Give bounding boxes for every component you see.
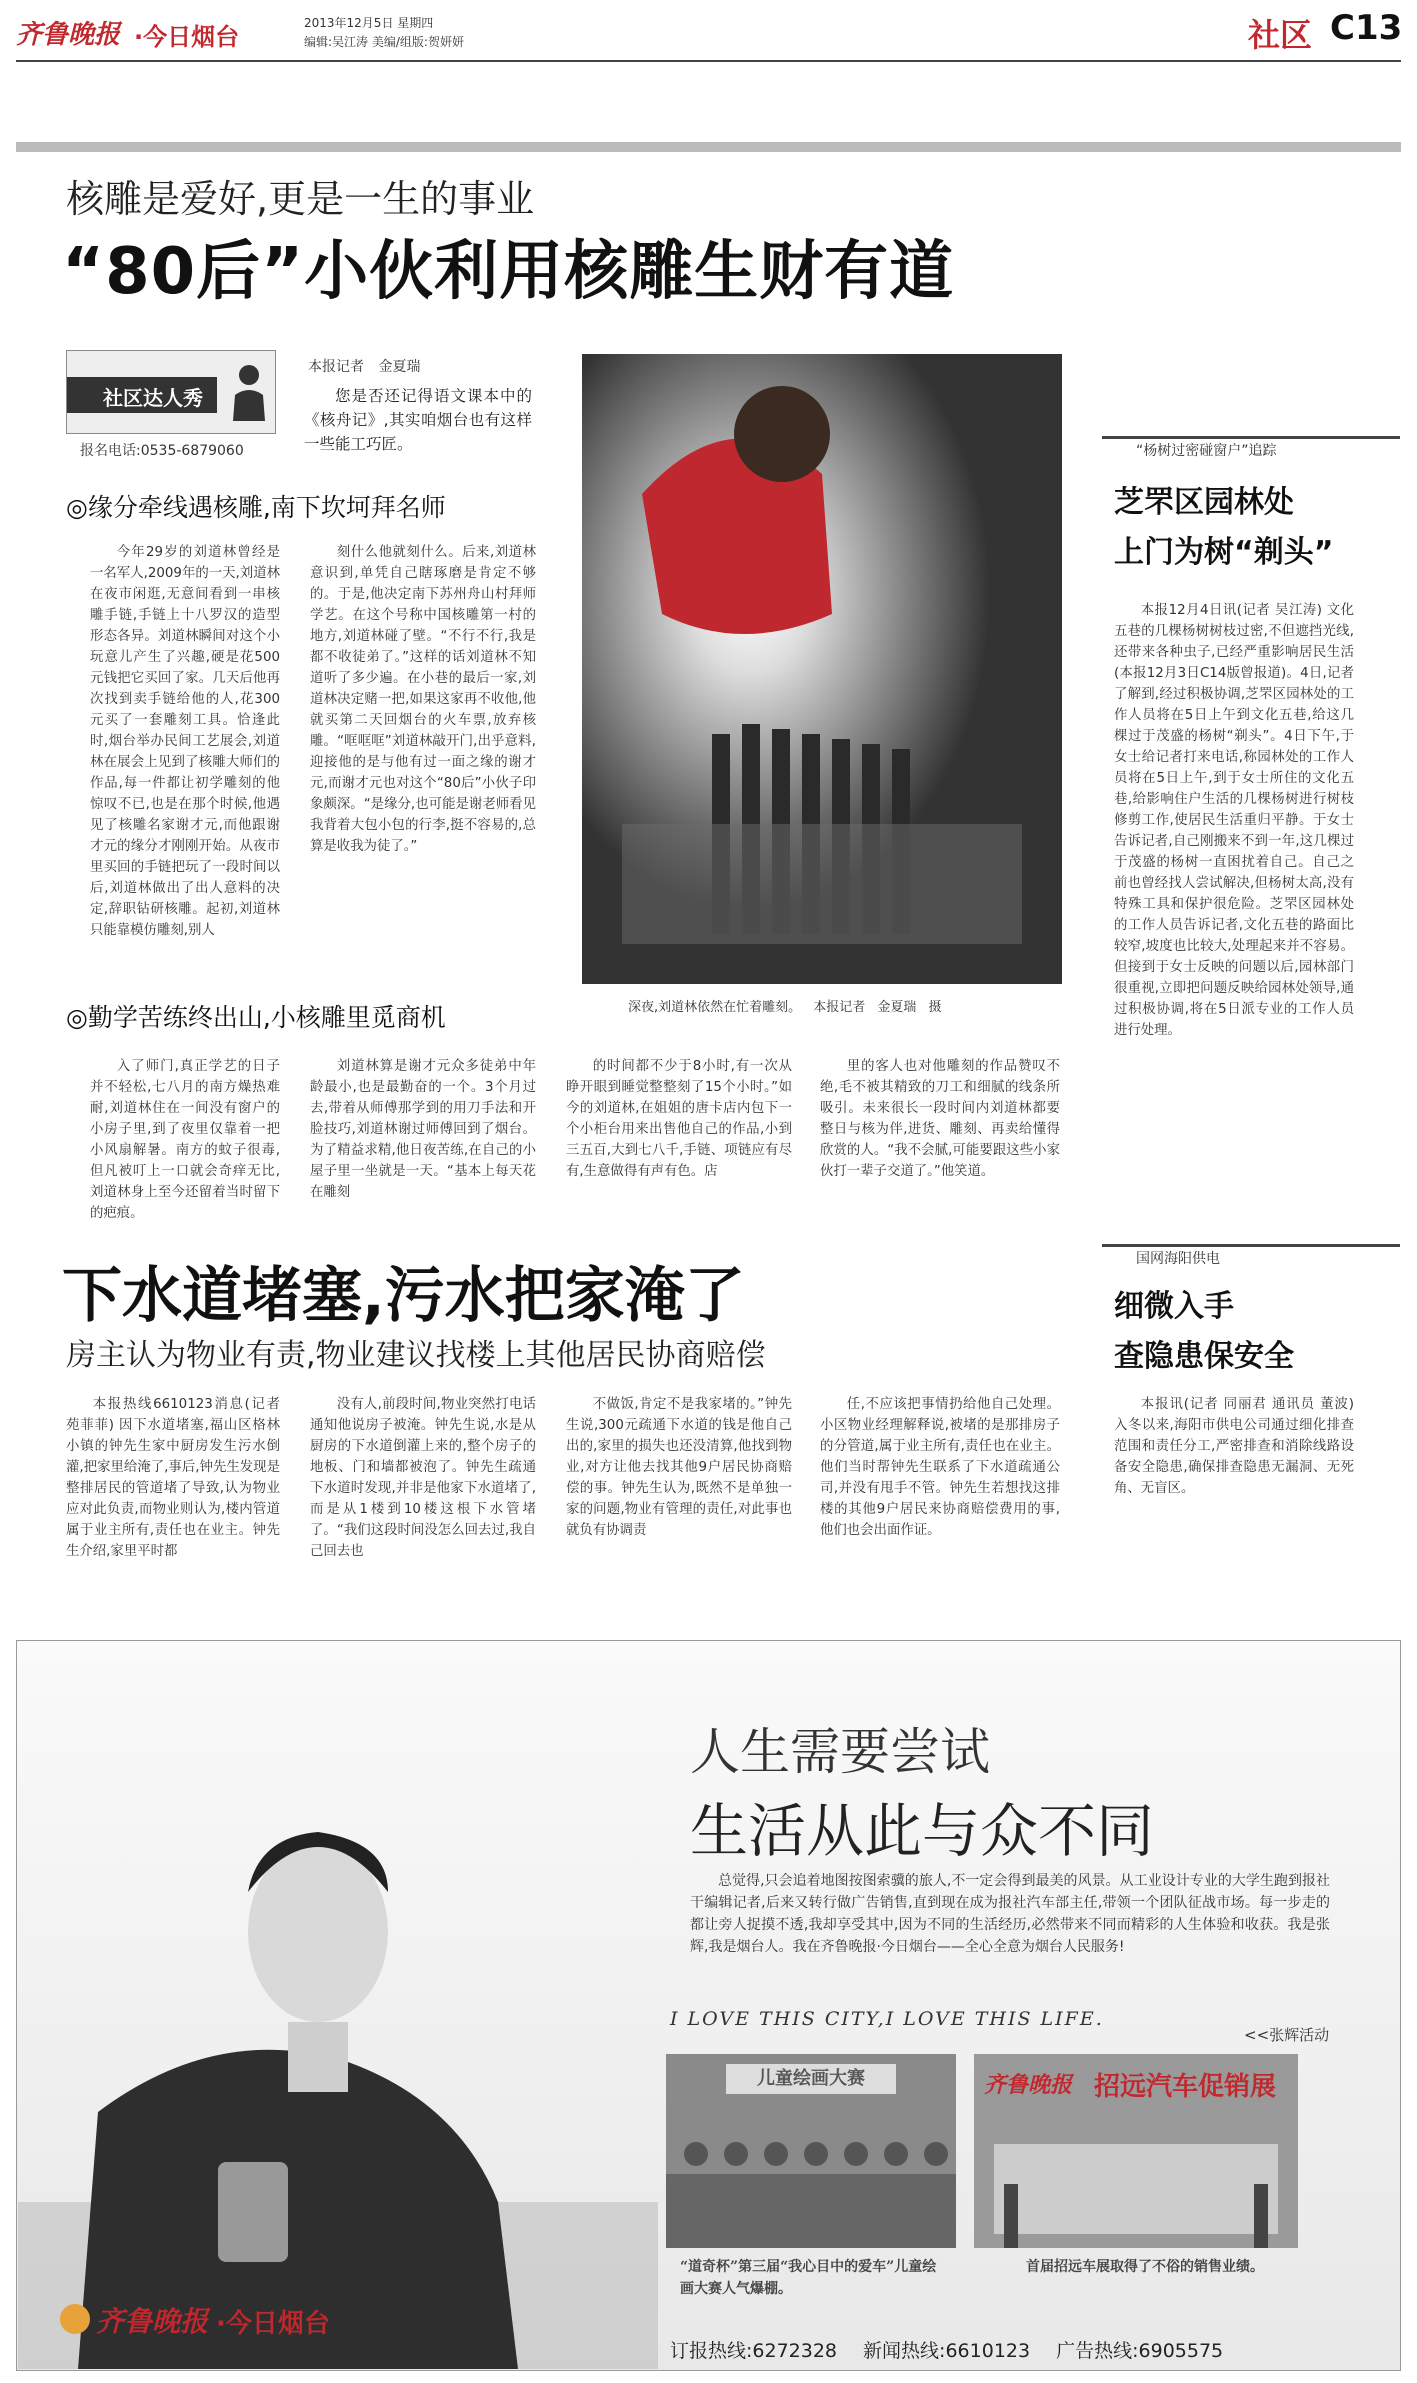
section2-col4: 里的客人也对他雕刻的作品赞叹不绝,毛不被其精致的刀工和细腻的线条所吸引。未来很长一段时间内刘道林都要整日与核为伴,进货、雕刻、再卖给懂得欣赏的人。“我不会腻,可能要跟这些小家伙打一辈子交道了。”他笑道。	[820, 1059, 1060, 1179]
page-number: C13	[1330, 8, 1403, 48]
ad-body: 总觉得,只会追着地图按图索骥的旅人,不一定会得到最美的风景。从工业设计专业的大学生跑到报社干编辑记者,后来又转行做广告销售,直到现在成为报社汽车部主任,带领一个团队征战市场。每一步走的都让旁人捉摸不透,我却享受其中,因为不同的生活经历,必然带来不同而精彩的人生体验和收获。我是张辉,我是烟台人。我在齐鲁晚报·今日烟台——全心全意为烟台人民服务!	[690, 1873, 1330, 1955]
lead-paragraph: 您是否还记得语文课本中的《核舟记》,其实咱烟台也有这样一些能工巧匠。	[304, 387, 532, 453]
section1-col1: 今年29岁的刘道林曾经是一名军人,2009年的一天,刘道林在夜市闲逛,无意间看到一串核雕手链,手链上十八罗汉的造型形态各异。刘道林瞬间对这个小玩意儿产生了兴趣,硬是花500元钱把它买回了家。几天后他再次找到卖手链给他的人,花300元买了一套雕刻工具。恰逢此时,烟台举办民间工艺展会,刘道林在展会上见到了核雕大师们的作品,每一件都让初学雕刻的他惊叹不已,也是在那个时候,他遇见了核雕名家谢才元,而他跟谢才元的缘分才刚刚开始。从夜市里买回的手链把玩了一段时间以后,刘道林做出了出人意料的决定,辞职钻研核雕。起初,刘道林只能靠模仿雕刻,别人	[90, 545, 280, 938]
side1-title-1: 芝罘区园林处	[1114, 485, 1294, 520]
sewer-subheadline: 房主认为物业有责,物业建议找楼上其他居民协商赔偿	[66, 1338, 766, 1373]
ad-title-1: 人生需要尝试	[690, 1723, 990, 1781]
side1-tag: “杨树过密碰窗户”追踪	[1136, 443, 1277, 459]
ad-photo-2-banner-logo: 齐鲁晚报	[984, 2072, 1073, 2098]
ad-logo: 齐鲁晚报	[96, 2305, 209, 2338]
side1-body: 本报12月4日讯(记者 吴江涛) 文化五巷的几棵杨树树枝过密,不但遮挡光线,还带来各种虫子,已经严重影响居民生活(本报12月3日C14版曾报道)。4日,记者了解到,经过积极协调,芝罘区园林处的工作人员将在5日上午到文化五巷,给这几棵过于茂盛的杨树“剃头”。4日下午,于女士给记者打来电话,称园林处的工作人员将在5日上午,到于女士所住的文化五巷,给影响住户生活的几棵杨树进行树枝修剪工作,使居民生活重归平静。于女士告诉记者,自己刚搬来不到一年,这几棵过于茂盛的杨树一直困扰着自己。自己之前也曾经找人尝试解决,但杨树太高,没有特殊工具和保护很危险。芝罘区园林处的工作人员告诉记者,文化五巷的路面比较窄,坡度也比较大,处理起来并不容易。但接到于女士反映的问题以后,园林部门很重视,立即把问题反映给园林处领导,通过积极协调,将在5日派专业的工作人员进行处理。	[1114, 603, 1354, 1038]
side2-title-2: 查隐患保安全	[1114, 1339, 1294, 1374]
ad-slogan: I LOVE THIS CITY,I LOVE THIS LIFE.	[670, 2008, 1104, 2030]
section-name: 社区	[1248, 16, 1313, 54]
side1-rule	[1102, 436, 1400, 439]
carving-photo	[582, 354, 1062, 984]
sewer-headline: 下水道堵塞,污水把家淹了	[62, 1261, 745, 1331]
side2-rule	[1102, 1244, 1400, 1247]
column-tag-box	[66, 350, 276, 434]
side1-title-2: 上门为树“剃头”	[1114, 535, 1334, 570]
ad-photo-2	[974, 2054, 1298, 2248]
person-silhouette-icon	[231, 361, 267, 421]
masthead-editors: 编辑:吴江涛 美编/组版:贺妍妍	[304, 35, 464, 49]
section2-col3: 的时间都不少于8小时,有一次从睁开眼到睡觉整整刻了15个小时。”如今的刘道林,在姐姐的唐卡店内包下一个小柜台用来出售他自己的作品,小到三五百,大到七八千,手链、项链应有尽有,生意做得有声有色。店	[566, 1059, 792, 1179]
main-headline: “80后”小伙利用核雕生财有道	[62, 235, 955, 309]
sewer-col3: 不做饭,肯定不是我家堵的。”钟先生说,300元疏通下水道的钱是他自己出的,家里的损失也还没清算,他找到物业,对方让他去找其他9户居民协商赔偿的事。钟先生认为,既然不是单独一家的问题,物业有管理的责任,对此事也就负有协调责	[566, 1397, 792, 1538]
section2-col1: 入了师门,真正学艺的日子并不轻松,七八月的南方燥热难耐,刘道林住在一间没有窗户的小房子里,到了夜里仅靠着一把小风扇解暑。南方的蚊子很毒,但凡被叮上一口就会奇痒无比,刘道林身上至今还留着当时留下的疤痕。	[90, 1059, 280, 1221]
ad-photo-1-caption: “道奇杯”第三届“我心目中的爱车”儿童绘画大赛人气爆棚。	[680, 2259, 937, 2297]
ad-title-2: 生活从此与众不同	[690, 1797, 1155, 1865]
ad-photo-1-banner: 儿童绘画大赛	[726, 2064, 896, 2094]
masthead-rule	[16, 60, 1401, 62]
column-tag-label: 社区达人秀	[103, 386, 203, 410]
sewer-col1: 本报热线6610123消息(记者 苑菲菲) 因下水道堵塞,福山区格林小镇的钟先生家中厨房发生污水倒灌,把家里给淹了,事后,钟先生发现是整排居民的管道堵了导致,认为物业应对此负责,而物业则认为,楼内管道属于业主所有,责任也在业主。钟先生介绍,家里平时都	[66, 1397, 280, 1559]
ad-logo-mark-icon	[60, 2304, 90, 2334]
subhead-1: ◎缘分牵线遇核雕,南下坎坷拜名师	[66, 493, 446, 522]
ad-portrait	[18, 1642, 658, 2369]
section1-col2: 刻什么他就刻什么。后来,刘道林意识到,单凭自己瞎琢磨是肯定不够的。于是,他决定南下苏州舟山村拜师学艺。在这个号称中国核雕第一村的地方,刘道林碰了壁。“不行不行,我是都不收徒弟了。”这样的话刘道林不知道听了多少遍。在小巷的最后一家,刘道林决定赌一把,如果这家再不收他,他就买第二天回烟台的火车票,放弃核雕。“哐哐哐”刘道林敲开门,出乎意料,迎接他的是与他有过一面之缘的谢才元,而谢才元也对这个“80后”小伙子印象颇深。“是缘分,也可能是谢老师看见我背着大包小包的行李,挺不容易的,总算是收我为徒了。”	[310, 545, 536, 854]
sewer-col4: 任,不应该把事情扔给他自己处理。小区物业经理解释说,被堵的是那排房子的分管道,属于业主所有,责任也在业主。他们当时帮钟先生联系了下水道疏通公司,并没有甩手不管。钟先生若想找这排楼的其他9户居民来协商赔偿费用的事,他们也会出面作证。	[820, 1397, 1060, 1538]
hotline: 报名电话:0535-6879060	[80, 443, 244, 459]
ad-activity-label: <<张辉活动	[1244, 2026, 1330, 2044]
sewer-col2: 没有人,前段时间,物业突然打电话通知他说房子被淹。钟先生说,水是从厨房的下水道倒灌上来的,整个房子的地板、门和墙都被泡了。钟先生疏通下水道时发现,并非是他家下水道堵了,而是从1楼到10楼这根下水管堵了。“我们这段时间没怎么回去过,我自己回去也	[310, 1397, 536, 1559]
photo-caption: 深夜,刘道林依然在忙着雕刻。 本报记者 金夏瑞 摄	[628, 1000, 942, 1015]
ad-photo-2-caption: 首届招远车展取得了不俗的销售业绩。	[1026, 2259, 1264, 2275]
ad-photo-2-banner: 招远汽车促销展	[1094, 2072, 1277, 2102]
byline: 本报记者 金夏瑞	[308, 359, 421, 375]
ad-photo-1	[666, 2054, 956, 2248]
top-gray-bar	[16, 142, 1401, 152]
side2-tag: 国网海阳供电	[1136, 1251, 1220, 1267]
masthead-date: 2013年12月5日 星期四	[304, 16, 434, 30]
ad-logo-edition: ·今日烟台	[216, 2309, 330, 2339]
masthead-edition: ·今日烟台	[134, 23, 240, 51]
side2-title-1: 细微入手	[1114, 1289, 1234, 1324]
side2-body: 本报讯(记者 同丽君 通讯员 董波) 入冬以来,海阳市供电公司通过细化排查范围和责任分工,严密排查和消除线路设备安全隐患,确保排查隐患无漏洞、无死角、无盲区。	[1114, 1397, 1354, 1496]
ad-hotlines: 订报热线:6272328 新闻热线:6610123 广告热线:6905575	[670, 2340, 1224, 2362]
subhead-2: ◎勤学苦练终出山,小核雕里觅商机	[66, 1003, 446, 1032]
masthead-logo: 齐鲁晚报	[16, 20, 121, 50]
main-kicker: 核雕是爱好,更是一生的事业	[66, 177, 535, 221]
section2-col2: 刘道林算是谢才元众多徒弟中年龄最小,也是最勤奋的一个。3个月过去,带着从师傅那学到的用刀手法和开脸技巧,刘道林谢过师傅回到了烟台。为了精益求精,他日夜苦练,在自己的小屋子里一坐就是一天。“基本上每天花在雕刻	[310, 1059, 536, 1200]
